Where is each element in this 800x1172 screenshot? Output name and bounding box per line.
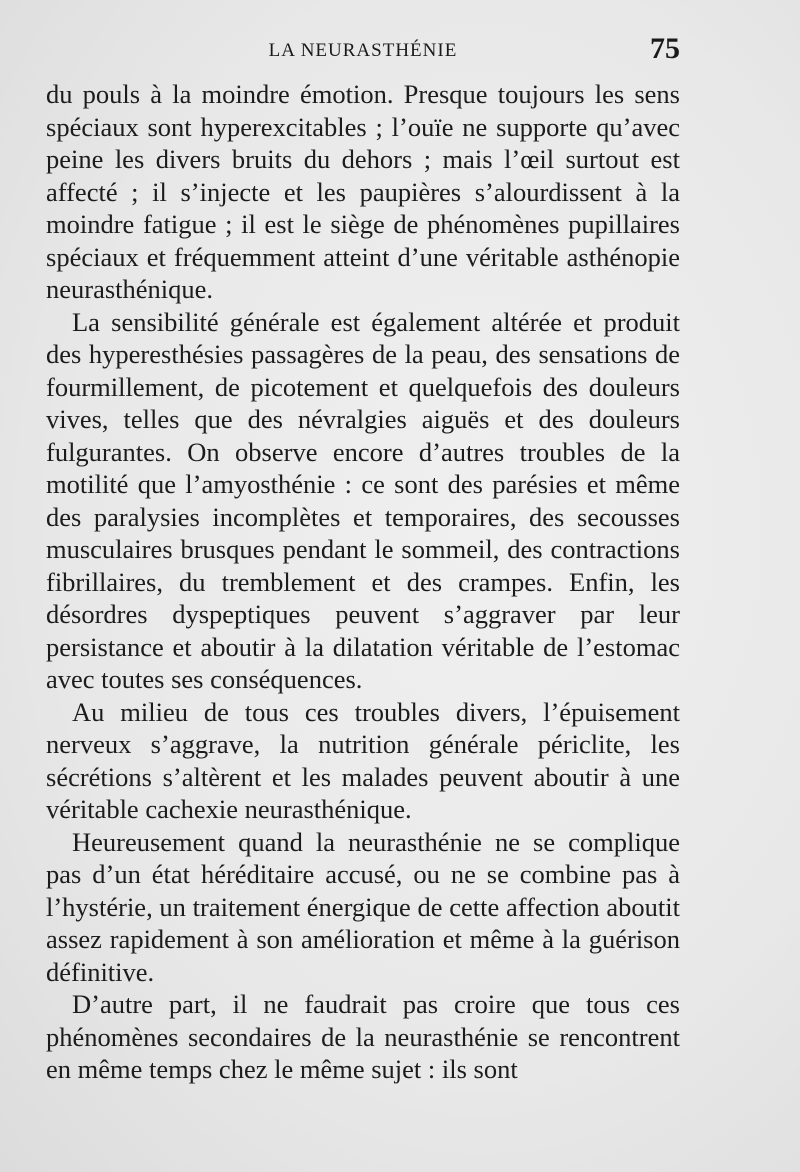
paragraph-continuation: du pouls à la moindre émotion. Presque toujours les sens spéciaux sont hyperexcitables ; l’ouïe ne supporte qu’avec peine les divers bruits du dehors ; mais l’œil surtout est affecté ; il s’injecte et les paupières s’alourdissent à la moindre fatigue ; il est le siège de phénomènes pupillaires spéciaux et fréquemment atteint d’une véritable asthénopie neurasthénique.: [46, 79, 680, 304]
running-head: [46, 30, 680, 70]
running-title: LA NEURASTHÉNIE: [268, 40, 458, 61]
paragraph-epuisement: Au milieu de tous ces troubles divers, l’épuisement nerveux s’aggrave, la nutrition générale périclite, les sécrétions s’altèrent et les malades peuvent aboutir à une véritable cachexie neurasthénique.: [46, 696, 680, 824]
paragraph-sensibilite: La sensibilité générale est également altérée et produit des hyperesthésies passagères de la peau, des sensations de fourmillement, de picotement et quelquefois des douleurs vives, telles que des névralgies aiguës et des douleurs fulgurantes. On observe encore d’autres troubles de la motilité que l’amyosthénie : ce sont des parésies et même des paralysies incomplètes et temporaires, des secousses musculaires brusques pendant le sommeil, des contractions fibrillaires, du tremblement et des crampes. Enfin, les désordres dyspeptiques peuvent s’aggraver par leur persistance et aboutir à la dilatation véritable de l’estomac avec toutes ses conséquences.: [46, 306, 680, 694]
paragraph-autre-part: D’autre part, il ne faudrait pas croire que tous ces phénomènes secondaires de la neurasthénie se rencontrent en même temps chez le même sujet : ils sont: [46, 989, 680, 1084]
body-text: [46, 78, 680, 1086]
page-number: 75: [650, 32, 680, 65]
paragraph-heureusement: Heureusement quand la neurasthénie ne se complique pas d’un état héréditaire accusé, ou ne se combine pas à l’hystérie, un traitement énergique de cette affection aboutit assez rapidement à son amélioration et même à la guérison définitive.: [46, 826, 680, 987]
